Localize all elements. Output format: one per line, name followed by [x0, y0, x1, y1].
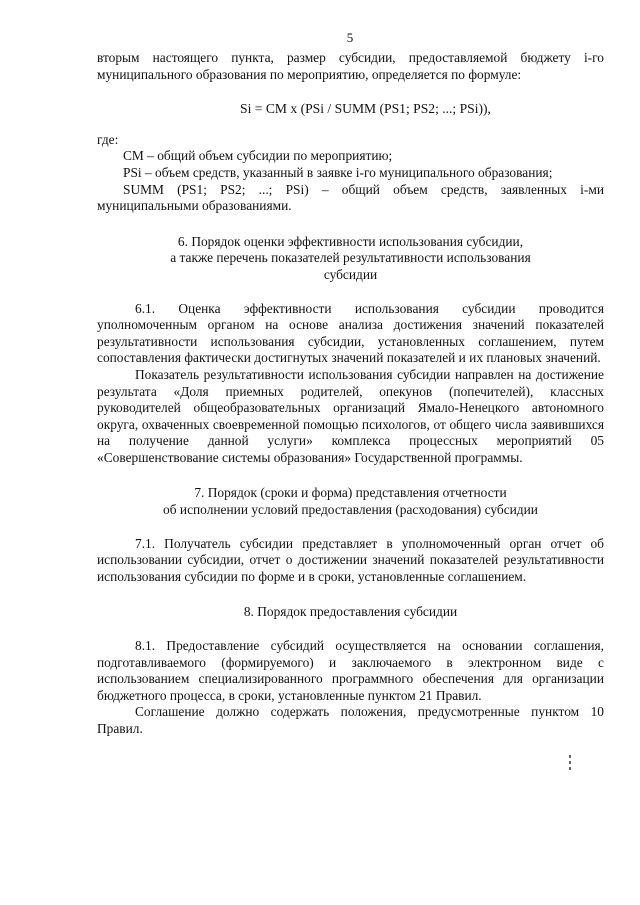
paragraph-7-1: 7.1. Получатель субсидии представляет в уполномоченный орган отчет об использовании субсидии, отчет о достижении значений показателей результативности использования субсидии по форме и в сроки, установленные соглашением. [97, 535, 604, 584]
section-6-heading-line: субсидии [323, 266, 378, 282]
intro-paragraph: вторым настоящего пункта, размер субсидии, предоставляемой бюджету i-го муниципального образования по мероприятию, определяется по формуле: [97, 50, 604, 82]
section-8-heading-line: 8. Порядок предоставления субсидии [243, 604, 458, 620]
paragraph-6-indicator: Показатель результативности использования субсидии направлен на достижение результата «Доля приемных родителей, опекунов (попечителей), классных руководителей общеобразовательных организаций Ямало-Ненецкого автономного округа, охваченных своевременной помощью психологов, от общего числа заявившихся на получение данной услуги» комплекса процессных мероприятий 05 «Совершенствование системы образования» Государственной программы. [97, 366, 604, 465]
page-number: 5 [346, 30, 354, 45]
section-7-heading-line: 7. Порядок (сроки и форма) представления отчетности [194, 485, 507, 501]
page-content [97, 50, 604, 738]
section-6-heading-line: а также перечень показателей результативности использования [170, 250, 531, 266]
section-6-heading-line: 6. Порядок оценки эффективности использования субсидии, [177, 233, 524, 249]
paragraph-6-1: 6.1. Оценка эффективности использования субсидии проводится уполномоченным органом на основе анализа достижения значений показателей результативности использования субсидии, установленных соглашением, путем сопоставления фактически достигнутых значений показателей и их плановых значений. [97, 300, 604, 366]
paragraph-8-1: 8.1. Предоставление субсидий осуществляется на основании соглашения, подготавливаемого (формируемого) и заключаемого в электронном виде с использованием специализированного программного обеспечения для организации бюджетного процесса, в сроки, установленные пунктом 21 Правил. [97, 638, 604, 703]
section-7-heading [97, 485, 604, 518]
where-label: где: [97, 131, 119, 147]
paragraph-8-agreement: Соглашение должно содержать положения, предусмотренные пунктом 10 Правил. [97, 704, 604, 736]
section-6-heading [97, 234, 604, 284]
definition-summ: SUMM (PS1; PS2; ...; PSi) – общий объем средств, заявленных i-ми муниципальными образованиями. [97, 181, 604, 214]
section-8-heading [97, 604, 604, 621]
scan-mark [569, 755, 571, 775]
definition-cm: CM – общий объем субсидии по мероприятию; [123, 148, 393, 164]
formula: Si = CM x (PSi / SUMM (PS1; PS2; ...; PSi)), [240, 101, 491, 117]
definition-psi: PSi – объем средств, указанный в заявке i-го муниципального образования; [123, 164, 553, 180]
section-7-heading-line: об исполнении условий предоставления (расходования) субсидии [163, 502, 538, 518]
